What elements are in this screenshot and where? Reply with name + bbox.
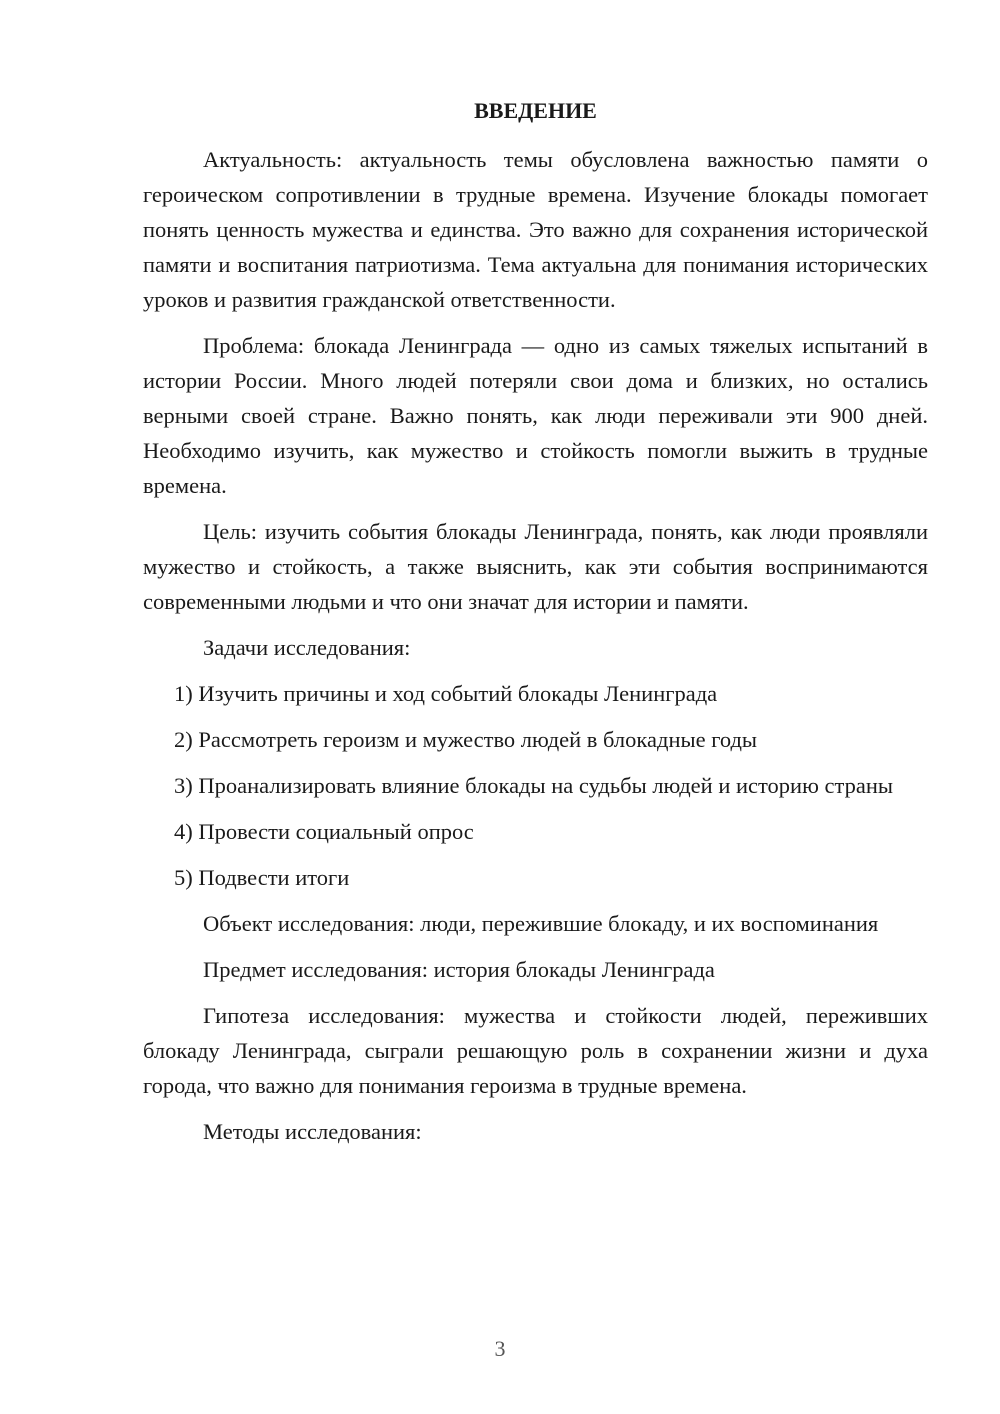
paragraph-relevance: Актуальность: актуальность темы обусловлена важностью памяти о героическом сопротивлении в трудные времена. Изучение блокады помогает понять ценность мужества и единства. Это важно для сохранения исторической памяти и воспитания патриотизма. Тема актуальна для понимания исторических уроков и развития гражданской ответственности. [143, 147, 928, 312]
task-item: 1) Изучить причины и ход событий блокады Ленинграда [174, 681, 718, 706]
page-number: 3 [494, 1336, 506, 1361]
section-title: ВВЕДЕНИЕ [474, 98, 597, 123]
methods-heading: Методы исследования: [203, 1119, 422, 1144]
task-item: 5) Подвести итоги [174, 865, 350, 890]
task-item: 2) Рассмотреть героизм и мужество людей в блокадные годы [174, 727, 758, 752]
paragraph-goal: Цель: изучить события блокады Ленинграда, понять, как люди проявляли мужество и стойкость, а также выяснить, как эти события воспринимаются современными людьми и что они значат для истории и памяти. [143, 519, 928, 614]
document-body [143, 142, 928, 1160]
paragraph-hypothesis: Гипотеза исследования: мужества и стойкости людей, переживших блокаду Ленинграда, сыграли решающую роль в сохранении жизни и духа города, что важно для понимания героизма в трудные времена. [143, 1003, 928, 1098]
paragraph-subject: Предмет исследования: история блокады Ленинграда [203, 957, 715, 982]
task-item: 3) Проанализировать влияние блокады на судьбы людей и историю страны [174, 773, 894, 798]
paragraph-problem: Проблема: блокада Ленинграда — одно из самых тяжелых испытаний в истории России. Много людей потеряли свои дома и близких, но остались верными своей стране. Важно понять, как люди переживали эти 900 дней. Необходимо изучить, как мужество и стойкость помогли выжить в трудные времена. [143, 333, 928, 498]
task-item: 4) Провести социальный опрос [174, 819, 474, 844]
paragraph-object: Объект исследования: люди, пережившие блокаду, и их воспоминания [203, 911, 879, 936]
tasks-heading: Задачи исследования: [203, 635, 411, 660]
